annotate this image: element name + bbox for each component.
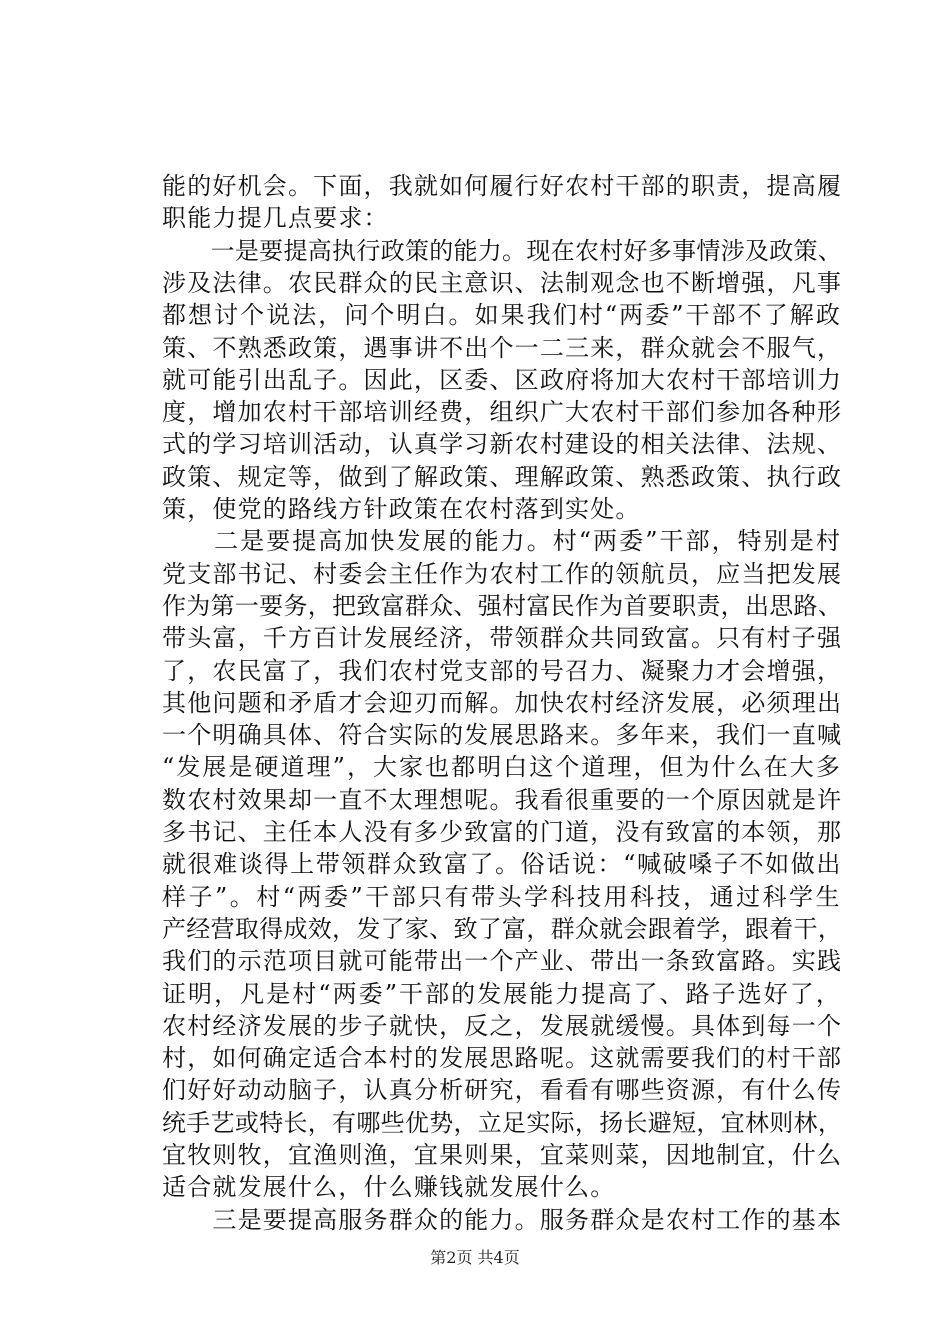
- text-line: 政策、规定等，做到了解政策、理解政策、熟悉政策、执行政: [162, 462, 843, 491]
- text-line: 了，农民富了，我们农村党支部的号召力、凝聚力才会增强，: [162, 656, 843, 685]
- text-line: 适合就发展什么，什么赚钱就发展什么。: [162, 1173, 616, 1202]
- text-line: 作为第一要务，把致富群众、强村富民作为首要职责，出思路、: [162, 591, 843, 620]
- text-line: “发展是硬道理”，大家也都明白这个道理，但为什么在大多: [162, 753, 842, 782]
- text-line: 党支部书记、村委会主任作为农村工作的领航员，应当把发展: [162, 559, 843, 588]
- text-line: 就很难谈得上带领群众致富了。俗话说：“喊破嗓子不如做出: [162, 850, 843, 879]
- text-line: 二是要提高加快发展的能力。村“两委”干部，特别是村: [162, 527, 842, 556]
- text-line: 式的学习培训活动，认真学习新农村建设的相关法律、法规、: [162, 430, 843, 459]
- text-line: 样子”。村“两委”干部只有带头学科技用科技，通过科学生: [162, 882, 843, 911]
- page-footer: 第2页 共4页: [430, 1248, 520, 1267]
- text-line: 都想讨个说法，问个明白。如果我们村“两委”干部不了解政: [162, 301, 842, 330]
- text-line: 策、不熟悉政策，遇事讲不出个一二三来，群众就会不服气，: [162, 333, 843, 362]
- text-line: 统手艺或特长，有哪些优势，立足实际，扬长避短，宜林则林，: [162, 1108, 843, 1137]
- text-line: 村，如何确定适合本村的发展思路呢。这就需要我们的村干部: [162, 1044, 843, 1073]
- text-line: 宜牧则牧，宜渔则渔，宜果则果，宜菜则菜，因地制宜，什么: [162, 1141, 843, 1169]
- text-line: 其他问题和矛盾才会迎刃而解。加快农村经济发展，必须理出: [162, 688, 843, 717]
- text-line: 多书记、主任本人没有多少致富的门道，没有致富的本领，那: [162, 818, 843, 846]
- text-line: 一个明确具体、符合实际的发展思路来。多年来，我们一直喊: [162, 721, 843, 750]
- text-line: 就可能引出乱子。因此，区委、区政府将加大农村干部培训力: [162, 365, 843, 394]
- text-line: 产经营取得成效，发了家、致了富，群众就会跟着学，跟着干，: [162, 914, 843, 943]
- text-line: 能的好机会。下面，我就如何履行好农村干部的职责，提高履: [162, 172, 843, 200]
- text-line: 三是要提高服务群众的能力。服务群众是农村工作的基本: [162, 1205, 843, 1234]
- text-line: 带头富，千方百计发展经济，带领群众共同致富。只有村子强: [162, 624, 843, 653]
- text-line: 涉及法律。农民群众的民主意识、法制观念也不断增强，凡事: [162, 268, 843, 297]
- text-line: 我们的示范项目就可能带出一个产业、带出一条致富路。实践: [162, 947, 843, 976]
- text-line: 策，使党的路线方针政策在农村落到实处。: [162, 495, 641, 523]
- text-line: 数农村效果却一直不太理想呢。我看很重要的一个原因就是许: [162, 785, 843, 814]
- text-line: 度，增加农村干部培训经费，组织广大农村干部们参加各种形: [162, 398, 843, 427]
- text-line: 们好好动动脑子，认真分析研究，看看有哪些资源，有什么传: [162, 1076, 843, 1105]
- text-line: 农村经济发展的步子就快，反之，发展就缓慢。具体到每一个: [162, 1011, 843, 1040]
- text-line: 职能力提几点要求：: [162, 204, 389, 233]
- text-line: 证明，凡是村“两委”干部的发展能力提高了、路子选好了，: [162, 979, 842, 1008]
- text-line: 一是要提高执行政策的能力。现在农村好多事情涉及政策、: [162, 236, 843, 265]
